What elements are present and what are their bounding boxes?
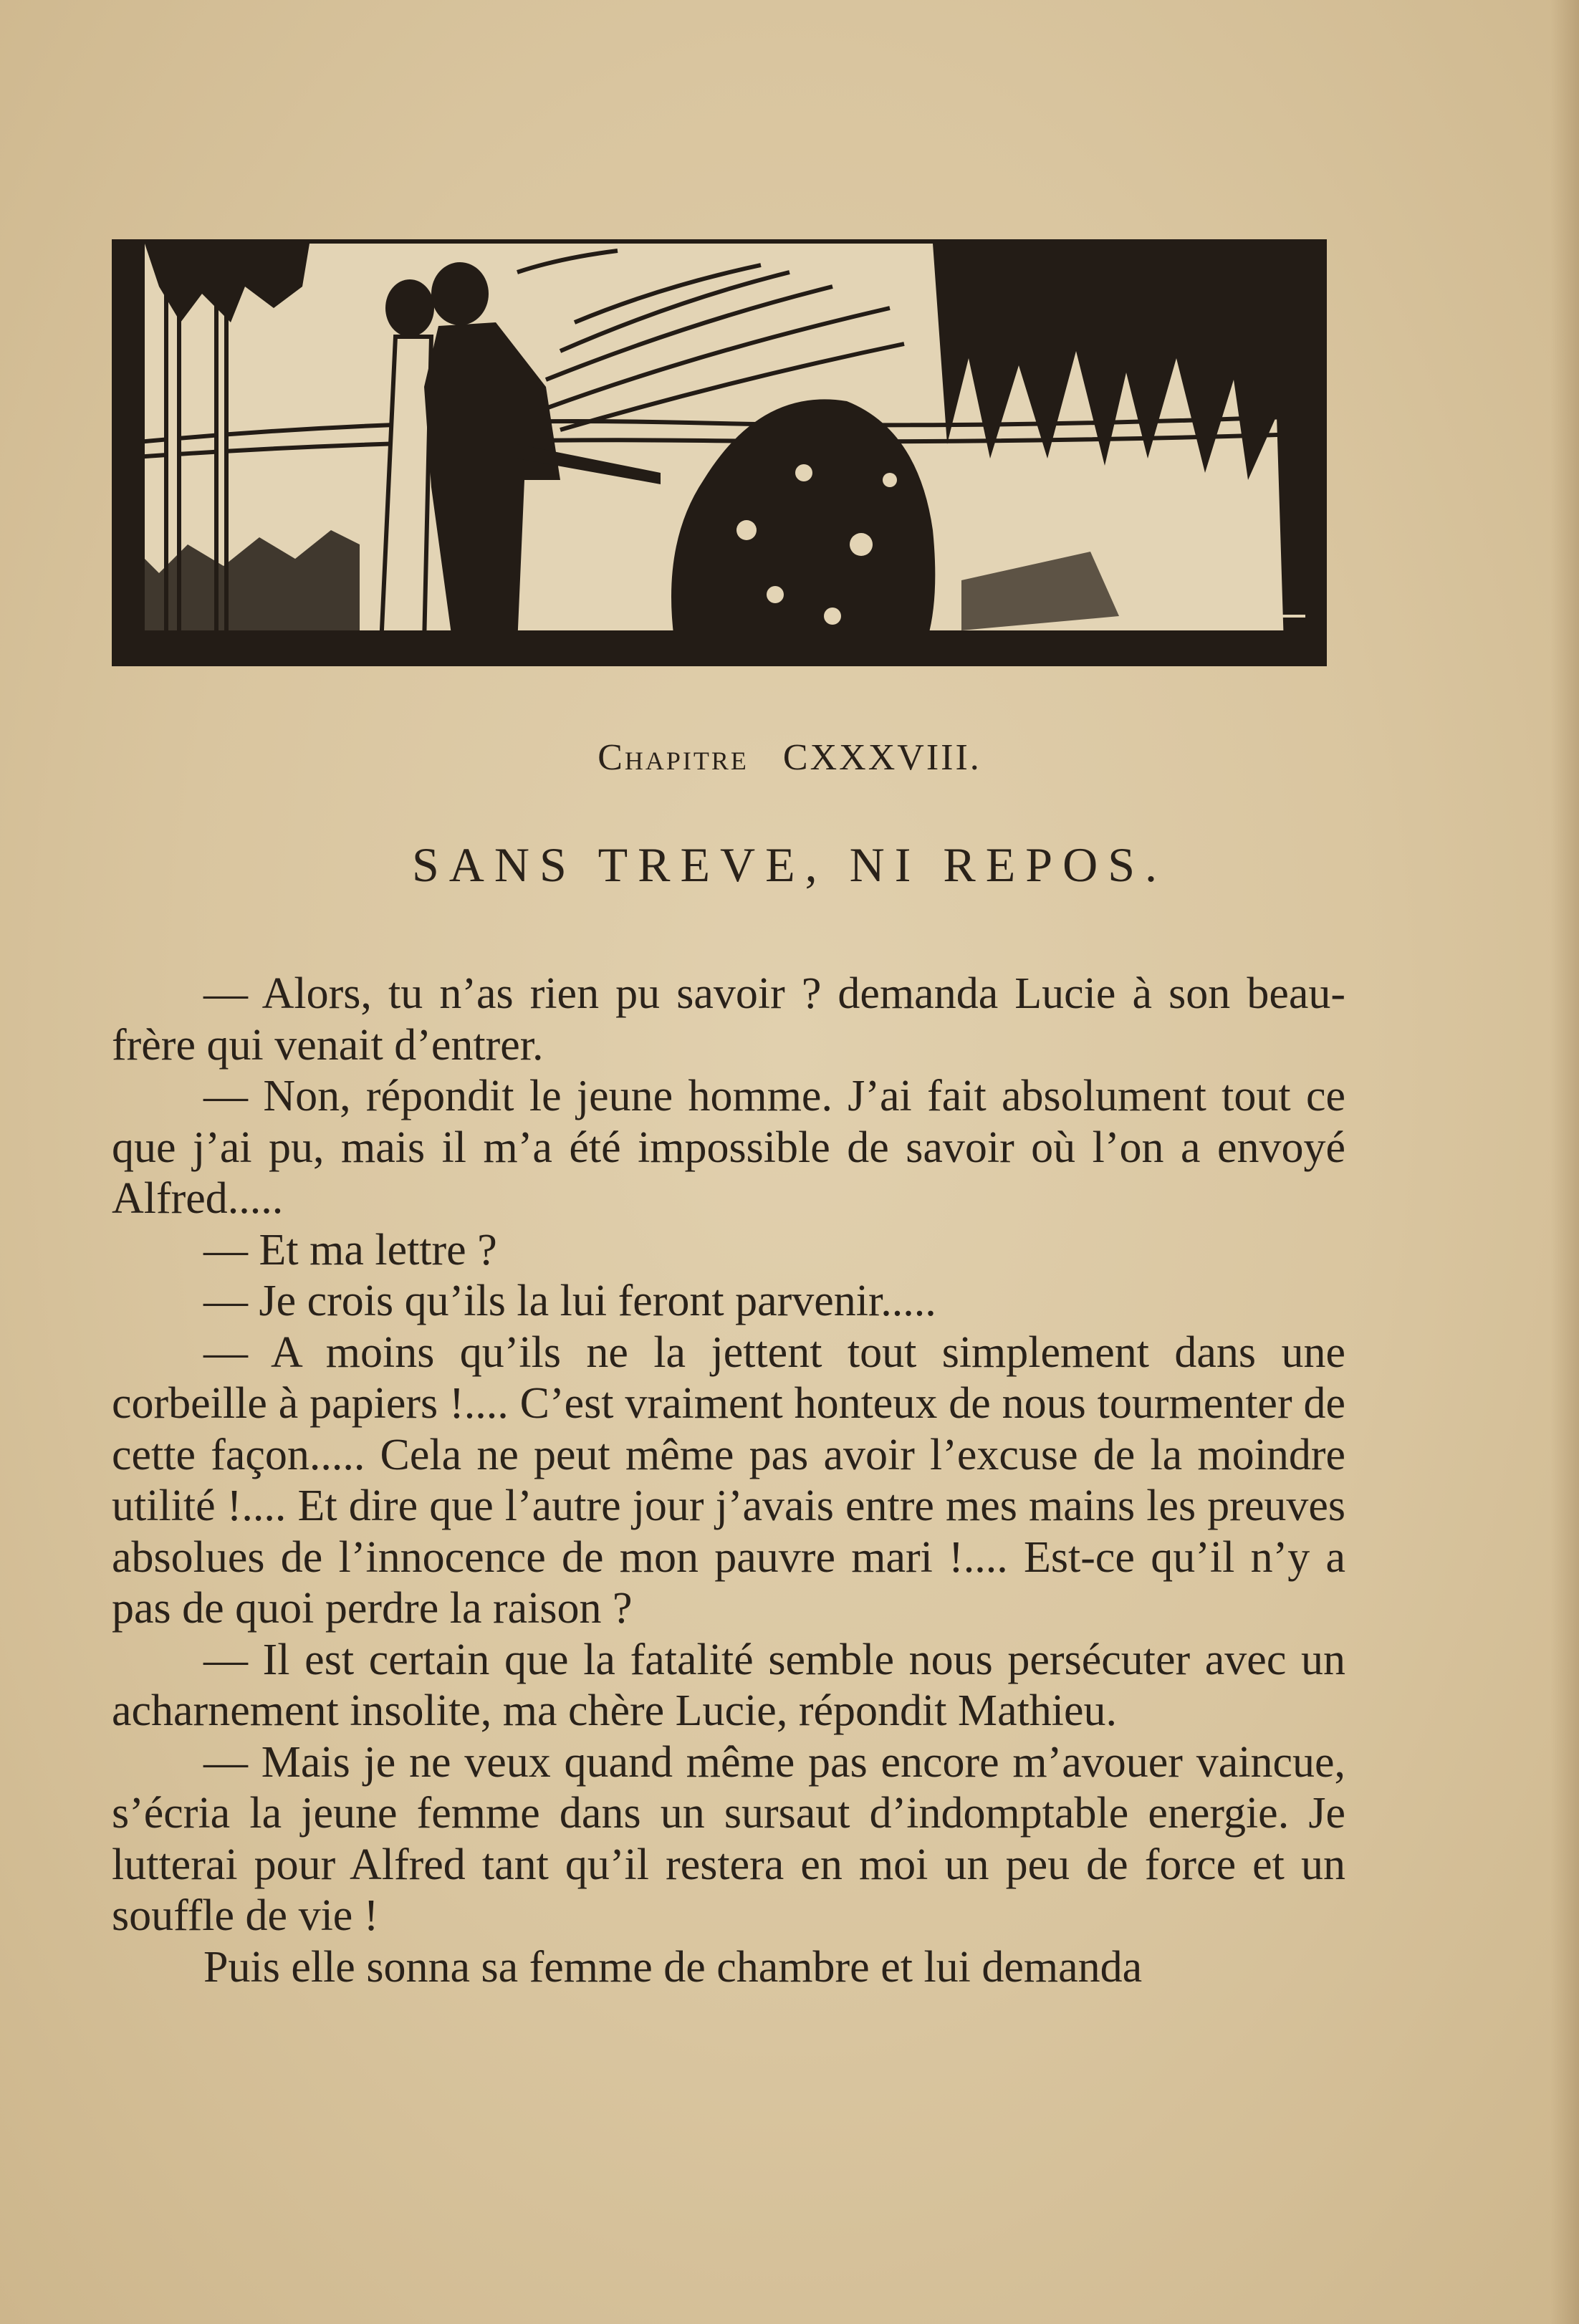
engraving-couple-in-landscape-icon (116, 244, 1323, 662)
chapter-label: Chapitre (597, 737, 749, 778)
paragraph: — Alors, tu n’as rien pu savoir ? demanda Lucie à son beau-frère qui venait d’entrer. (112, 969, 1345, 1070)
chapter-heading (0, 736, 1579, 779)
paragraph: Puis elle sonna sa femme de chambre et lui demanda (203, 1942, 1143, 1992)
paragraph: — Il est certain que la fatalité semble nous persécuter avec un acharnement insolite, ma chère Lucie, répondit Mathieu. (112, 1635, 1345, 1735)
chapter-number: CXXXVIII. (782, 737, 982, 778)
paragraph: — Je crois qu’ils la lui feront parvenir..... (203, 1277, 936, 1325)
chapter-body (112, 969, 1345, 1993)
paragraph: — A moins qu’ils ne la jettent tout simplement dans une corbeille à papiers !.... C’est vraiment honteux de nous tourmenter de cette façon..... Cela ne peut même pas avoir l’excuse de la moindre utilité !.... Et dire que l’autre jour j’avais entre mes mains les preuves absolues de l’innocence de mon pauvre mari !.... Est-ce qu’il n’y a pas de quoi perdre la raison ? (112, 1327, 1345, 1633)
chapter-illustration (112, 239, 1327, 666)
paragraph: — Non, répondit le jeune homme. J’ai fait absolument tout ce que j’ai pu, mais il m’a été impossible de savoir où l’on a envoyé Alfred..... (112, 1072, 1345, 1223)
paragraph: — Et ma lettre ? (203, 1225, 497, 1274)
paragraph: — Mais je ne veux quand même pas encore m’avouer vaincue, s’écria la jeune femme dans un sursaut d’indomptable energie. Je lutterai pour Alfred tant qu’il restera en moi un peu de force et un souffle de vie ! (112, 1737, 1345, 1940)
page-edge-shadow (1550, 0, 1579, 2324)
chapter-title: SANS TREVE, NI REPOS. (411, 837, 1168, 892)
